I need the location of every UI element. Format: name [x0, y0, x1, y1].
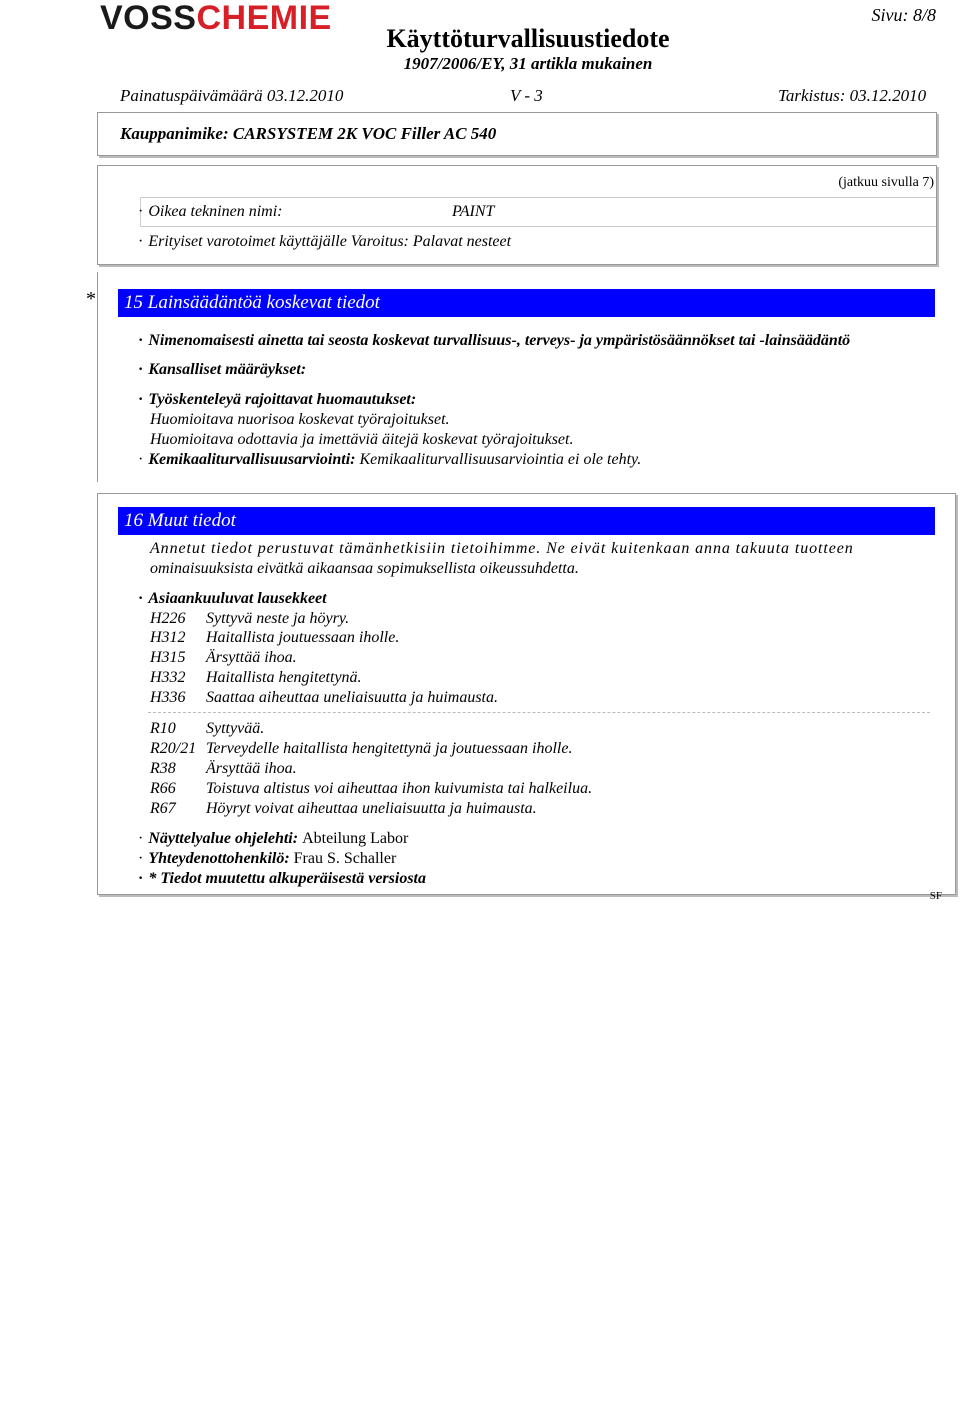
sec15-line4: Huomioitava nuorisoa koskevat työrajoitukset.: [150, 411, 450, 428]
language-code: SF: [929, 890, 942, 902]
proper-name-row: · Oikea tekninen nimi:: [138, 203, 283, 220]
precautions-label: Erityiset varotoimet käyttäjälle: [148, 233, 347, 250]
contact-label: Yhteydenottohenkilö:: [148, 850, 290, 867]
issuer-label: Näyttelyalue ohjelehti:: [148, 830, 299, 847]
phrases-heading: · Asiaankuuluvat lausekkeet: [138, 590, 327, 607]
document-title: Käyttöturvallisuustiedote: [386, 24, 670, 53]
page-number: Sivu: 8/8: [871, 5, 936, 25]
sec15-line5: Huomioitava odottavia ja imettäviä äitejä koskevat työrajoitukset.: [150, 431, 574, 448]
csa-row: · Kemikaaliturvallisuusarviointi: Kemikaaliturvallisuusarviointia ei ole tehty.: [138, 451, 642, 468]
trade-name-box: [97, 112, 937, 156]
proper-name-label: Oikea tekninen nimi:: [148, 203, 283, 220]
print-date: Painatuspäivämäärä 03.12.2010: [120, 86, 344, 105]
sec15-line3: · Työskenteleyä rajoittavat huomautukset:: [138, 391, 417, 408]
sec16-intro1: Annetut tiedot perustuvat tämänhetkisiin tietoihimme. Ne eivät kuitenkaan anna takuuta tuotteen: [150, 540, 854, 557]
r-phrase: R10 Syttyvää.: [150, 720, 265, 737]
continued-note: (jatkuu sivulla 7): [838, 175, 934, 190]
trade-name: Kauppanimike: CARSYSTEM 2K VOC Filler AC 540: [120, 124, 497, 143]
revision-date: Tarkistus: 03.12.2010: [778, 86, 927, 105]
h-phrase: H315 Ärsyttää ihoa.: [150, 649, 297, 666]
precautions-value: Varoitus: Palavat nesteet: [350, 233, 512, 250]
h-phrase: H226 Syttyvä neste ja höyry.: [150, 610, 350, 627]
precautions-row: · Erityiset varotoimet käyttäjälle Varoitus: Palavat nesteet: [138, 233, 512, 250]
h-phrase: H312 Haitallista joutuessaan iholle.: [150, 629, 400, 646]
changed-marker: *: [86, 288, 96, 310]
sec16-intro2: ominaisuuksista eivätkä aikaansaa sopimuksellista oikeussuhdetta.: [150, 560, 579, 577]
proper-name-value: PAINT: [452, 203, 495, 220]
h-phrase: H332 Haitallista hengitettynä.: [150, 669, 362, 686]
sec15-line2: · Kansalliset määräykset:: [138, 361, 307, 378]
issuer-value: Abteilung Labor: [302, 830, 409, 847]
r-phrase: R67 Höyryt voivat aiheuttaa uneliaisuutta ja huimausta.: [150, 800, 537, 817]
issuer-row: · Näyttelyalue ohjelehti: Abteilung Labor: [138, 830, 409, 847]
csa-value: Kemikaaliturvallisuusarviointia ei ole tehty.: [359, 451, 642, 468]
section16-heading: 16 Muut tiedot: [118, 507, 935, 535]
version: V - 3: [510, 86, 543, 105]
phrase-divider: [148, 712, 930, 713]
contact-row: · Yhteydenottohenkilö: Frau S. Schaller: [138, 850, 397, 867]
r-phrase: R20/21 Terveydelle haitallista hengitettynä ja joutuessaan iholle.: [150, 740, 573, 757]
changed-row: · * Tiedot muutettu alkuperäisestä versiosta: [138, 870, 426, 887]
changed-label: * Tiedot muutettu alkuperäisestä versiosta: [148, 870, 426, 887]
csa-label: Kemikaaliturvallisuusarviointi:: [148, 451, 356, 468]
sec15-line1: · Nimenomaisesti ainetta tai seosta koskevat turvallisuus-, terveys- ja ympäristösäännökset tai -lainsäädäntö: [138, 332, 851, 349]
r-phrase: R38 Ärsyttää ihoa.: [150, 760, 297, 777]
h-phrase: H336 Saattaa aiheuttaa uneliaisuutta ja huimausta.: [150, 689, 498, 706]
vosschemie-logo: VOSSCHEMIE: [100, 0, 332, 37]
r-phrase: R66 Toistuva altistus voi aiheuttaa ihon kuivumista tai halkeilua.: [150, 780, 593, 797]
section15-heading: 15 Lainsäädäntöä koskevat tiedot: [118, 289, 935, 317]
document-subtitle: 1907/2006/EY, 31 artikla mukainen: [403, 54, 653, 73]
contact-value: Frau S. Schaller: [293, 850, 397, 867]
